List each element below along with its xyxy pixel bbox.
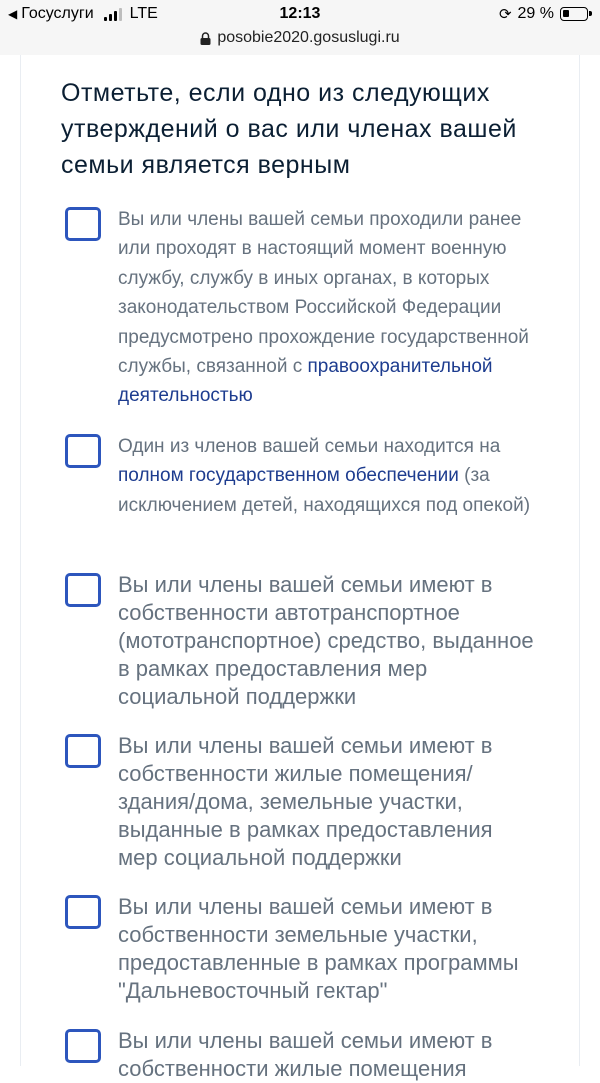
checkbox[interactable] [65,1029,101,1063]
lock-icon [200,32,211,45]
option-text: Вы или члены вашей семьи имеют в собственности земельные участки, предоставленные в рамках программы "Дальневосточный гектар" [118,894,519,1003]
form-card [20,55,580,1081]
rotation-lock-icon: ⟳ [498,6,512,23]
status-bar [0,5,600,27]
option-text: Вы или члены вашей семьи проходили ранее или проходят в настоящий момент военную службу, службу в иных органах, в которых законодательством Российской Федерации предусмотрено прохождение государственной службы, связанной с правоохранительной деятельностью [118,209,529,407]
network-type: LTE [129,5,158,22]
battery-percent: 29 % [517,5,554,22]
option-text: Вы или члены вашей семьи имеют в собственности жилые помещения/здания/дома, земельные участки, выданные в рамках предоставления мер социальной поддержки [118,733,493,870]
checkbox[interactable] [65,573,101,607]
browser-top-bar [0,0,600,55]
option-text: Вы или члены вашей семьи имеют в собственности жилые помещения [118,1028,493,1081]
law-enforcement-link[interactable]: правоохранительной деятельностью [118,356,493,407]
checkbox[interactable] [65,895,101,929]
option-text: Вы или члены вашей семьи имеют в собственности автотранспортное (мототранспортное) средство, выданное в рамках предоставления мер социальной поддержки [118,572,534,709]
checkbox[interactable] [65,207,101,241]
state-provision-link[interactable]: полном государственном обеспечении [118,465,459,487]
battery-icon [560,7,588,21]
back-app-label: Госуслуги [21,5,94,22]
page-title: Отметьте, если одно из следующих утверждений о вас или членах вашей семьи является верным [61,79,517,179]
url-text: posobie2020.gosuslugi.ru [217,29,400,46]
option-text: Один из членов вашей семьи находится на полном государственном обеспечении (за исключением детей, находящихся под опекой) [118,436,531,516]
back-arrow-icon: ◀ [8,7,18,21]
checkbox[interactable] [65,434,101,468]
checkbox[interactable] [65,734,101,768]
address-bar[interactable] [0,29,600,47]
clock: 12:13 [279,5,321,22]
